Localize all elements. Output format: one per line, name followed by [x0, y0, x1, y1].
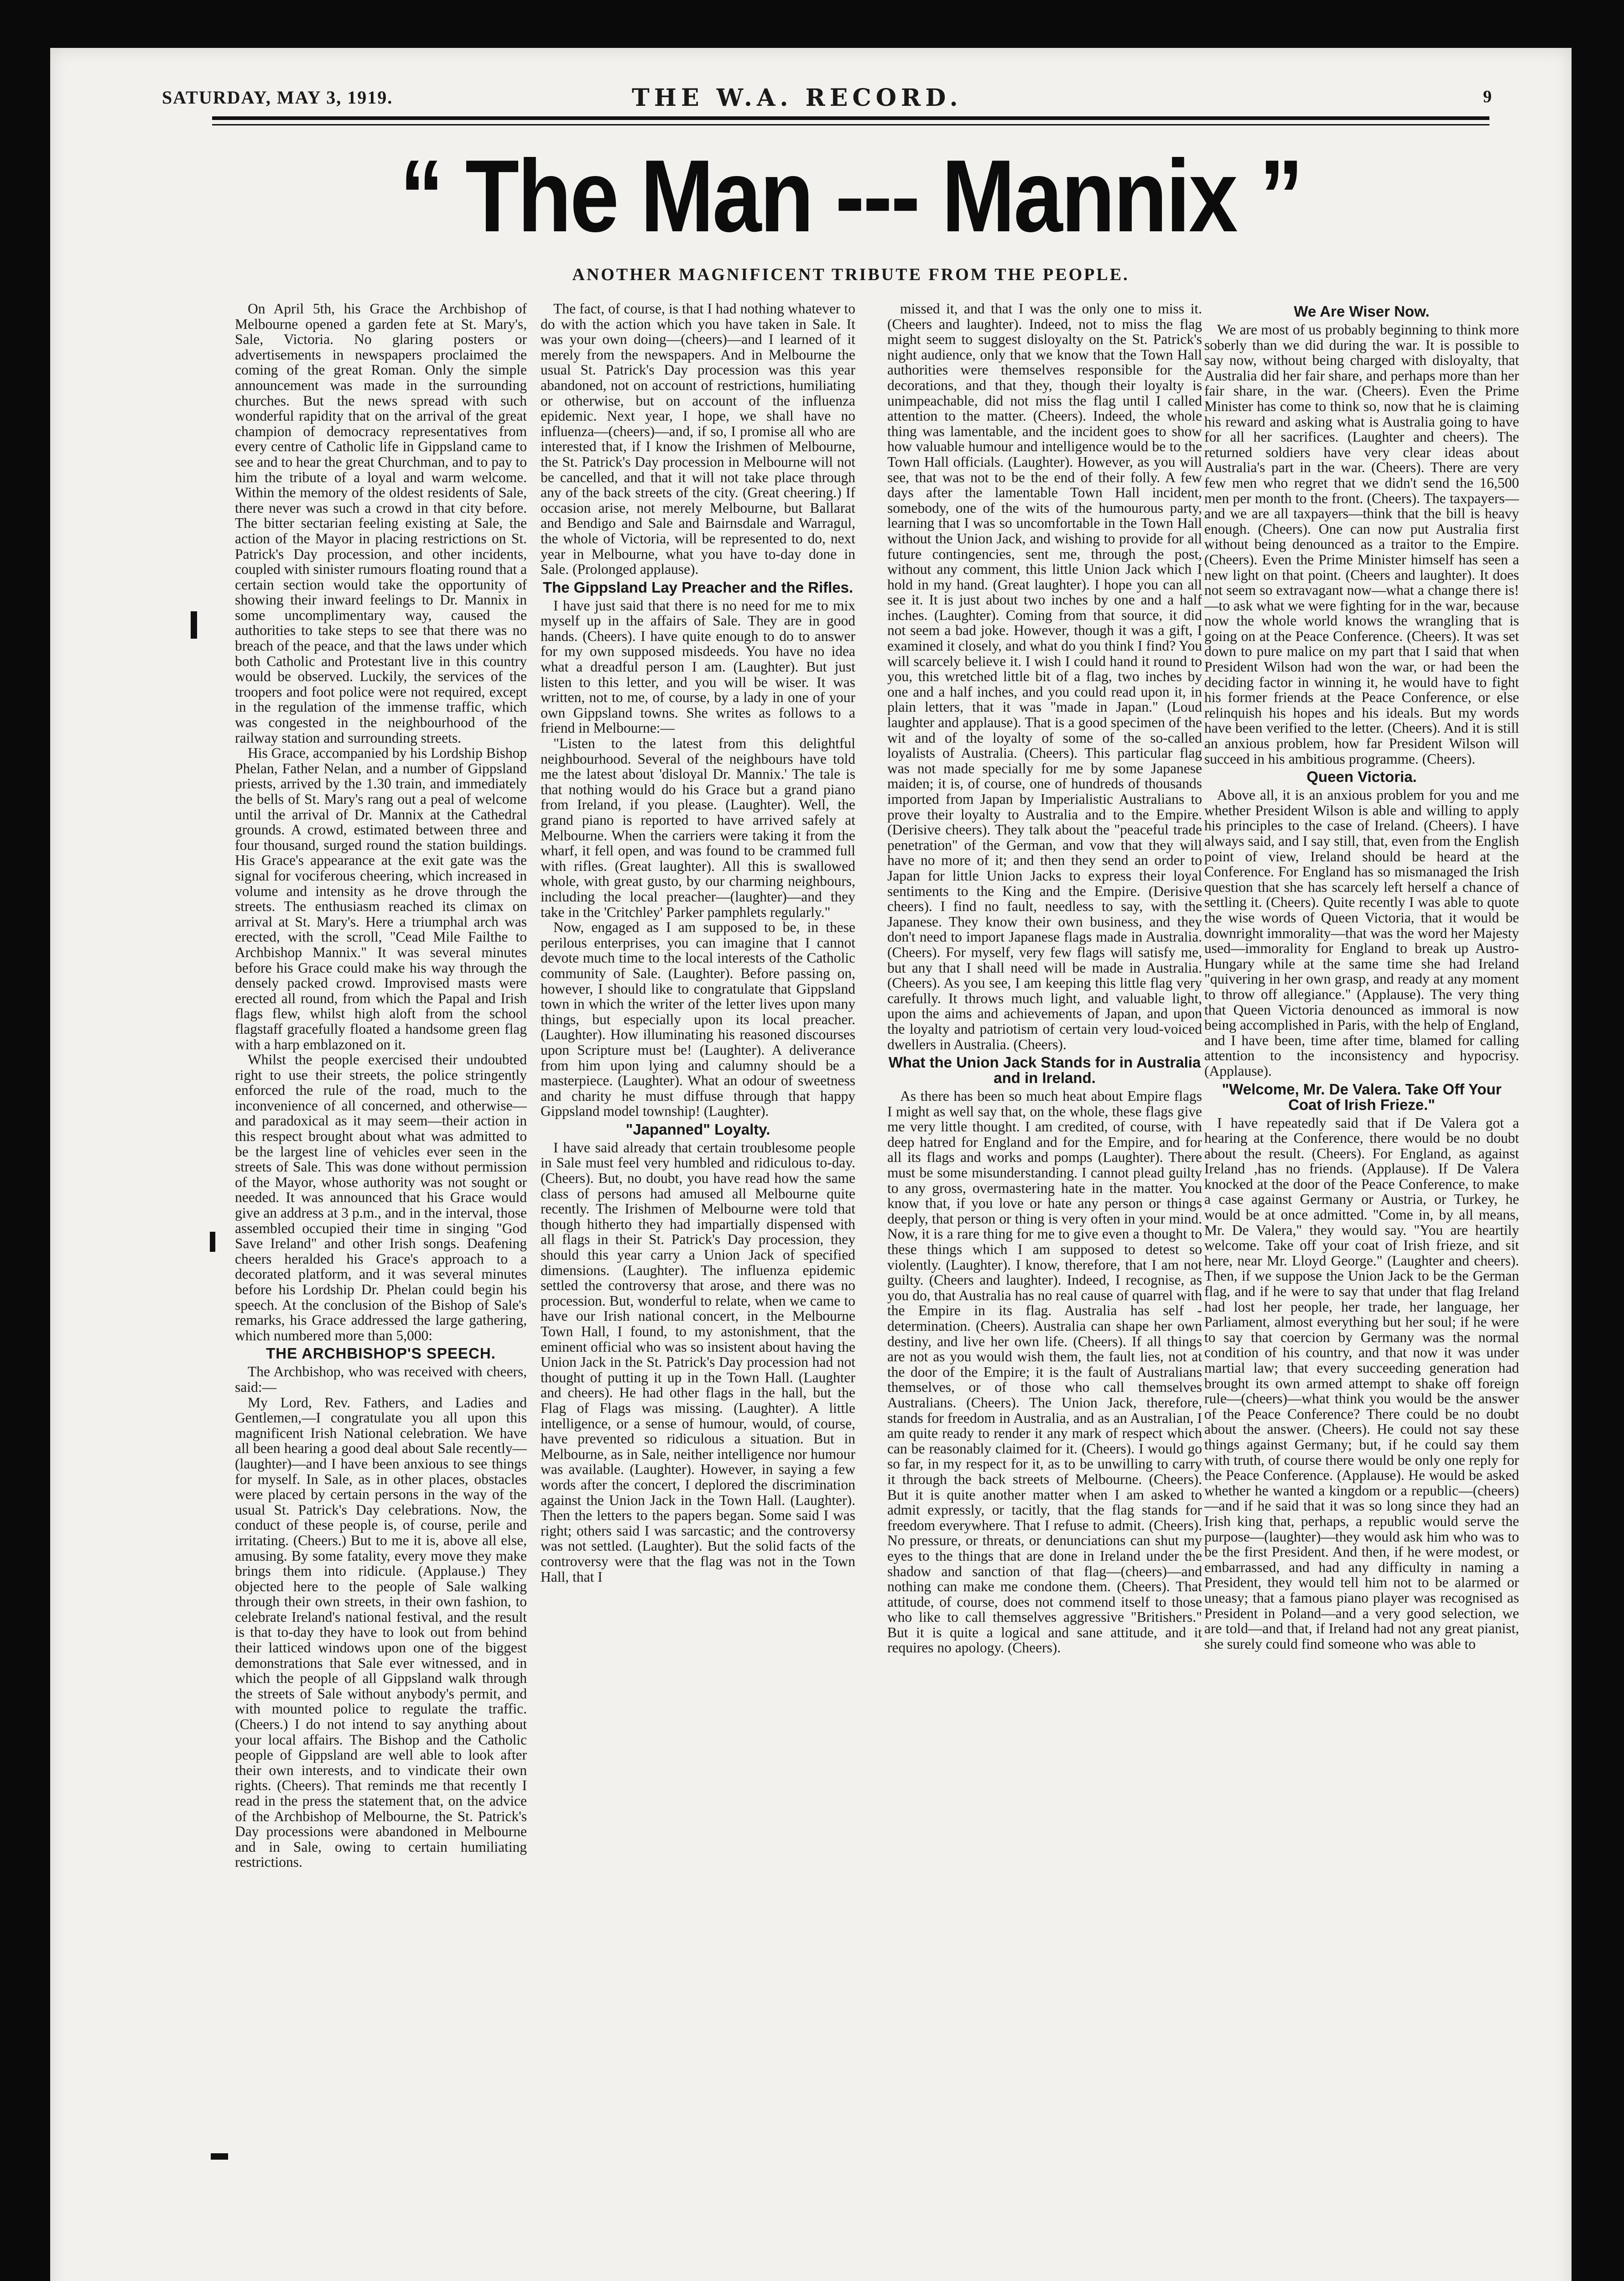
- header-rule-thick: [212, 116, 1489, 120]
- paragraph: I have said already that certain troublesome people in Sale must feel very humbled and ridiculous to-day. (Cheers). But, no doubt, you have read how the same class of persons had amused all Melbourne quite recently. The Irishmen of Melbourne were told that though hitherto they had impartially dispensed with all flags in their St. Patrick's Day procession, they should this year carry a Union Jack of specified dimensions. (Laughter). The influenza epidemic settled the controversy that arose, and there was no procession. But, wonderful to relate, when we came to have our Irish national concert, in the Melbourne Town Hall, I found, to my astonishment, that the eminent official who was so insistent about having the Union Jack in the St. Patrick's Day procession had not thought of putting it up in the Town Hall. (Laughter and cheers). He had other flags in the hall, but the Flag of Flags was missing. (Laughter). A little intelligence, or a sense of humour, would, of course, have prevented so ridiculous a situation. But in Melbourne, as in Sale, neither intelligence nor humour was available. (Laughter). However, in saying a few words after the concert, I deplored the discrimination against the Union Jack in the Town Hall. (Laughter). Then the letters to the papers began. Some said I was right; others said I was sarcastic; and the controversy was not settled. (Laughter). But the solid facts of the controversy were that the flag was not in the Town Hall, that I: [541, 1139, 855, 1585]
- paragraph: I have just said that there is no need for me to mix myself up in the affairs of Sale. They are in good hands. (Cheers). I have quite enough to do to answer for my own supposed misdeeds. You have no idea what a dreadful person I am. (Laughter). But just listen to this letter, and you will be wiser. It was written, not to me, of course, by a lady in one of your own Gippsland towns. She writes as follows to a friend in Melbourne:—: [541, 597, 855, 736]
- page-number: 9: [1483, 87, 1492, 106]
- header-rule-thin: [212, 124, 1489, 125]
- paragraph: His Grace, accompanied by his Lordship Bishop Phelan, Father Nelan, and a number of Gippsland priests, arrived by the 1.30 train, and immediately the bells of St. Mary's rang out a peal of welcome until the arrival of Dr. Mannix at the Cathedral grounds. A crowd, estimated between three and four thousand, surged round the station buildings. His Grace's appearance at the exit gate was the signal for vociferous cheering, which increased in volume and intensity as he drove through the streets. The enthusiasm reached its climax on arrival at St. Mary's. Here a triumphal arch was erected, with the scroll, "Cead Mile Failthe to Archbishop Mannix." It was several minutes before his Grace could make his way through the densely packed crowd. Improvised masts were erected all round, from which the Papal and Irish flags flew, whilst high aloft from the school flagstaff gracefully floated a handsome green flag with a harp emblazoned on it.: [235, 745, 527, 1052]
- section-heading: "Welcome, Mr. De Valera. Take Off Your Coat of Irish Frieze.": [1222, 1080, 1502, 1113]
- text-column-3: [887, 301, 1202, 2281]
- section-heading: "Japanned" Loyalty.: [625, 1120, 770, 1138]
- paragraph: "Listen to the latest from this delightful neighbourhood. Several of the neighbours have told me the latest about 'disloyal Dr. Mannix.' The tale is that nothing would do his Grace but a grand piano from Ireland, if you please. (Laughter). Well, the grand piano is reported to have arrived safely at Melbourne. When the carriers were taking it from the wharf, it fell open, and was found to be crammed full with rifles. (Great laughter). All this is swallowed whole, with great gusto, by our charming neighbours, including the local preacher—(laughter)—and they take in the 'Critchley' Parker pamphlets regularly.": [541, 735, 855, 920]
- issue-date: SATURDAY, MAY 3, 1919.: [162, 87, 393, 108]
- margin-mark: [210, 1232, 215, 1252]
- section-heading: The Gippsland Lay Preacher and the Rifles.: [542, 578, 854, 596]
- section-heading: Queen Victoria.: [1306, 768, 1417, 786]
- article-headline: “ The Man --- Mannix ”: [400, 138, 1302, 253]
- paragraph: I have repeatedly said that if De Valera got a hearing at the Conference, there would be no doubt about the result. (Cheers). For England, as against Ireland ,has no friends. (Applause). If De Valera knocked at the door of the Peace Conference, to make a case against Germany or Austria, or Turkey, he would be at once admitted. "Come in, by all means, Mr. De Valera," they would say. "You are heartily welcome. Take off your coat of Irish frieze, and sit here, near Mr. Lloyd George." (Laughter and cheers). Then, if we suppose the Union Jack to be the German flag, and if he were to say that under that flag Ireland had lost her people, her trade, her language, her Parliament, almost everything but her soul; if he were to say that coercion by Germany was the normal condition of his country, and that now it was under martial law; that every succeeding generation had brought its own armed attempt to shake off foreign rule—(cheers)—what think you would be the answer of the Peace Conference? There could be no doubt about the answer. (Cheers). He could not say these things against Germany; but, if he could say them with truth, of course there would be only one reply for the Peace Conference. (Applause). He would be asked whether he wanted a kingdom or a republic—(cheers)—and if he said that it was so long since they had an Irish king that, perhaps, a republic would serve the purpose—(laughter)—they would ask him who was to be the first President. And then, if he were modest, or embarrassed, and had any difficulty in naming a President, they would tell him not to be alarmed or uneasy; that a famous piano player was recognised as President in Poland—and a very good selection, we are told—and that, if Ireland had not any great pianist, she surely could find someone who was able to: [1204, 1114, 1519, 1652]
- article-subhead: ANOTHER MAGNIFICENT TRIBUTE FROM THE PEOPLE.: [572, 265, 1130, 284]
- paragraph: missed it, and that I was the only one to miss it. (Cheers and laughter). Indeed, not to miss the flag might seem to suggest disloyalty on the St. Patrick's night audience, only that we know that the Town Hall authorities were themselves responsible for the decorations, and that they, though their loyalty is unimpeachable, did not miss the flag until I called attention to the matter. (Cheers). Indeed, the whole thing was lamentable, and the incident goes to show how valuable humour and intelligence would be to the Town Hall officials. (Laughter). However, as you will see, that was not to be the end of their folly. A few days after the lamentable Town Hall incident, somebody, one of the wits of the humourous party, learning that I was so uncomfortable in the Town Hall without the Union Jack, and wishing to provide for all future contingencies, sent me, through the post, without any comment, this little Union Jack which I hold in my hand. (Great laughter). I hope you can all see it. It is just about two inches by one and a half inches. (Laughter). Coming from that source, it did not seem a bad joke. However, though it was a gift, I examined it closely, and what do you think I find? You will scarcely believe it. I wish I could hand it round to you, this wretched little bit of a flag, two inches by one and a half inches, and you could read upon it, in plain letters, that it was "made in Japan." (Loud laughter and applause). That is a good specimen of the wit and of the loyalty of some of the so-called loyalists of Australia. (Cheers). This particular flag was not made specially for me by some Japanese maiden; it is, of course, one of hundreds of thousands imported from Japan by Imperialistic Australians to prove their loyalty to Australia and to the Empire. (Derisive cheers). They talk about the "peaceful trade penetration" of the German, and vow that they will have no more of it; and then they send an order to Japan for little Union Jacks to express their loyal sentiments to the King and the Empire. (Derisive cheers). I find no fault, needless to say, with the Japanese. They know their own business, and they don't need to import Japanese flags made in Australia. (Cheers). For myself, very few flags will satisfy me, but any that I shall need will be made in Australia. (Cheers). As you see, I am keeping this little flag very carefully. It throws much light, and valuable light, upon the aims and achievements of Japan, and upon the loyalty and patriotism of certain very loud-voiced dwellers in Australia. (Cheers).: [887, 301, 1202, 1052]
- paragraph: Whilst the people exercised their undoubted right to use their streets, the police stringently enforced the rule of the road, much to the inconvenience of all concerned, and otherwise—and paradoxical as it may seem—their action in this respect brought about what was admitted to be the largest line of vehicles ever seen in the streets of Sale. This was done without permission of the Mayor, whose authority was not sought or needed. It was announced that his Grace would give an address at 3 p.m., and in the interval, those assembled occupied their time in singing "God Save Ireland" and other Irish songs. Deafening cheers heralded his Grace's approach to a decorated platform, and it was several minutes before his Lordship Dr. Phelan could begin his speech. At the conclusion of the Bishop of Sale's remarks, his Grace addressed the large gathering, which numbered more than 5,000:: [235, 1052, 527, 1344]
- paragraph: Now, engaged as I am supposed to be, in these perilous enterprises, you can imagine that I cannot devote much time to the local interests of the Catholic community of Sale. (Laughter). Before passing on, however, I should like to congratulate that Gippsland town in which the writer of the letter lives upon many things, but especially upon its local preacher. (Laughter). How illuminating his reasoned discourses upon Scripture must be! (Laughter). A deliverance from him upon lying and calumny should be a masterpiece. (Laughter). What an odour of sweetness and charity he must diffuse through that happy Gippsland model township! (Laughter).: [541, 919, 855, 1120]
- margin-mark: [211, 2153, 228, 2160]
- section-heading: THE ARCHBISHOP'S SPEECH.: [266, 1345, 496, 1362]
- text-column-1: [235, 301, 527, 2281]
- section-heading: What the Union Jack Stands for in Australia and in Ireland.: [888, 1054, 1201, 1087]
- paragraph: On April 5th, his Grace the Archbishop of Melbourne opened a garden fete at St. Mary's, Sale, Victoria. No glaring posters or advertisements in newspapers proclaimed the coming of the great Roman. Only the simple announcement was made in the surrounding churches. But the news spread with such wonderful rapidity that on the arrival of the great champion of democracy representatives from every centre of Catholic life in Gippsland came to see and to hear the great Churchman, and to pay to him the tribute of a loyal and warm welcome. Within the memory of the oldest residents of Sale, there never was such a crowd in that city before. The bitter sectarian feeling existing at Sale, the action of the Mayor in placing restrictions on St. Patrick's Day procession, and other incidents, coupled with sinister rumours floating round that a certain section would take the opportunity of showing their inward feelings to Dr. Mannix in some uncomplimentary way, caused the authorities to take steps to see that there was no breach of the peace, and that the laws under which both Catholic and Protestant live in this country would be observed. Luckily, the services of the troopers and foot police were not required, except in the regulation of the immense traffic, which was congested in the neighbourhood of the railway station and surrounding streets.: [235, 301, 527, 746]
- paragraph: My Lord, Rev. Fathers, and Ladies and Gentlemen,—I congratulate you all upon this magnificent Irish National celebration. We have all been hearing a good deal about Sale recently—(laughter)—and I have been anxious to see things for myself. In Sale, as in other places, obstacles were placed by certain persons in the way of the usual St. Patrick's Day celebrations. Now, the conduct of these people is, of course, perile and irritating. (Cheers.) But to me it is, above all else, amusing. By some fatality, every move they make brings them into ridicule. (Applause.) They objected here to the people of Sale walking through their own streets, in their own fashion, to celebrate Ireland's national festival, and the result is that to-day they have to look out from behind their latticed windows upon one of the biggest demonstrations that Sale ever witnessed, and in which the people of all Gippsland walk through the streets of Sale without anybody's permit, and with mounted police to regulate the traffic. (Cheers.) I do not intend to say anything about your local affairs. The Bishop and the Catholic people of Gippsland are well able to look after their own interests, and to vindicate their own rights. (Cheers). That reminds me that recently I read in the press the statement that, on the advice of the Archbishop of Melbourne, the St. Patrick's Day processions were abandoned in Melbourne and in Sale, owing to certain humiliating restrictions.: [235, 1394, 527, 1870]
- paragraph: We are most of us probably beginning to think more soberly than we did during the war. It is possible to say now, without being charged with disloyalty, that Australia did her fair share, and perhaps more than her fair share, in the war. (Cheers). Even the Prime Minister has come to think so, now that he is claiming his reward and asking what is Australia going to have for all her sacrifices. (Laughter and cheers). The returned soldiers have very clear ideas about Australia's part in the war. (Cheers). There are very few men who regret that we didn't send the 16,500 men per month to the front. (Cheers). The taxpayers—and we are all taxpayers—think that the bill is heavy enough. (Cheers). One can now put Australia first without being denounced as a traitor to the Empire. (Cheers). Even the Prime Minister himself has seen a new light on that point. (Cheers and laughter). It does not seem so extravagant now—what a change there is!—to ask what we were fighting for in the war, because now the whole world knows the wrangling that is going on at the Peace Conference. (Cheers). It was set down to pure malice on my part that I said that when President Wilson had won the war, or had been the deciding factor in winning it, he would have to fight his former friends at the Peace Conference, or else relinquish his hopes and his ideals. But my words have been verified to the letter. (Cheers). And it is still an anxious problem, how far President Wilson will succeed in his ambitious programme. (Cheers).: [1204, 322, 1519, 767]
- paragraph: Above all, it is an anxious problem for you and me whether President Wilson is able and willing to apply his principles to the case of Ireland. (Cheers). I have always said, and I say still, that, even from the English point of view, Ireland should be heard at the Conference. For England has so mismanaged the Irish question that she has scarcely left herself a chance of settling it. (Cheers). Quite recently I was able to quote the wise words of Queen Victoria, that it would be downright immorality—that was the word her Majesty used—immorality for England to break up Austro-Hungary while at the same time she had Ireland "quivering in her own grasp, and ready at any moment to throw off allegiance." (Applause). The very thing that Queen Victoria denounced as immoral is now being accomplished in Paris, with the help of England, and I have been, time after time, blamed for calling attention to the inconsistency and hypocrisy. (Applause).: [1204, 787, 1519, 1079]
- running-head: [162, 84, 1492, 119]
- text-column-2: [541, 301, 855, 2281]
- paragraph: As there has been so much heat about Empire flags I might as well say that, on the whole, these flags give me very little thought. I am credited, of course, with deep hatred for England and for the Empire, and for all its flags and works and pomps (Laughter). There must be some misunderstanding. I cannot plead guilty to any gross, overmastering hate in the matter. You know that, if you love or hate any person or things deeply, that person or thing is very often in your mind. Now, it is a rare thing for me to give even a thought to these things which I am supposed to detest so violently. (Laughter). I know, therefore, that I am not guilty. (Cheers and laughter). Indeed, I recognise, as you do, that Australia has no real cause of quarrel with the Empire in its flag. Australia has self - determination. (Cheers). Australia can shape her own destiny, and live her own life. (Cheers). If all things are not as you would wish them, the fault lies, not at the door of the Empire; it is the fault of Australians themselves, or of those who call themselves Australians. (Cheers). The Union Jack, therefore, stands for freedom in Australia, and as an Australian, I am quite ready to render it any mark of respect which can be reasonably claimed for it. (Cheers). I would go so far, in my respect for it, as to be unwilling to carry it through the back streets of Melbourne. (Cheers). But it is quite another matter when I am asked to admit expressly, or tacitly, that the flag stands for freedom everywhere. That I refuse to admit. (Cheers). No pressure, or threats, or denunciations can shut my eyes to the things that are done in Ireland under the shadow and sanction of that flag—(cheers)—and nothing can make me condone them. (Cheers). That attitude, of course, does not commend itself to those who like to call themselves aggressive "Britishers." But it is quite a logical and sane attitude, and it requires no apology. (Cheers).: [887, 1088, 1202, 1656]
- paragraph: The fact, of course, is that I had nothing whatever to do with the action which you have taken in Sale. It was your own doing—(cheers)—and I learned of it merely from the newspapers. And in Melbourne the usual St. Patrick's Day procession was this year abandoned, not on account of restrictions, humiliating or otherwise, but on account of the influenza epidemic. Next year, I hope, we shall have no influenza—(cheers)—and, if so, I promise all who are interested that, if I know the Irishmen of Melbourne, the St. Patrick's Day procession in Melbourne will not be cancelled, and that it will not take place through any of the back streets of the city. (Great cheering.) If occasion arise, not merely Melbourne, but Ballarat and Bendigo and Sale and Bairnsdale and Warragul, the whole of Victoria, will be represented to do, next year in Melbourne, what you have to-day done in Sale. (Prolonged applause).: [541, 301, 855, 578]
- margin-mark: [191, 611, 197, 639]
- text-column-4: [1204, 301, 1519, 2281]
- section-heading: We Are Wiser Now.: [1294, 303, 1430, 320]
- paragraph: The Archbishop, who was received with cheers, said:—: [235, 1364, 527, 1395]
- masthead-title: THE W.A. RECORD.: [632, 84, 963, 112]
